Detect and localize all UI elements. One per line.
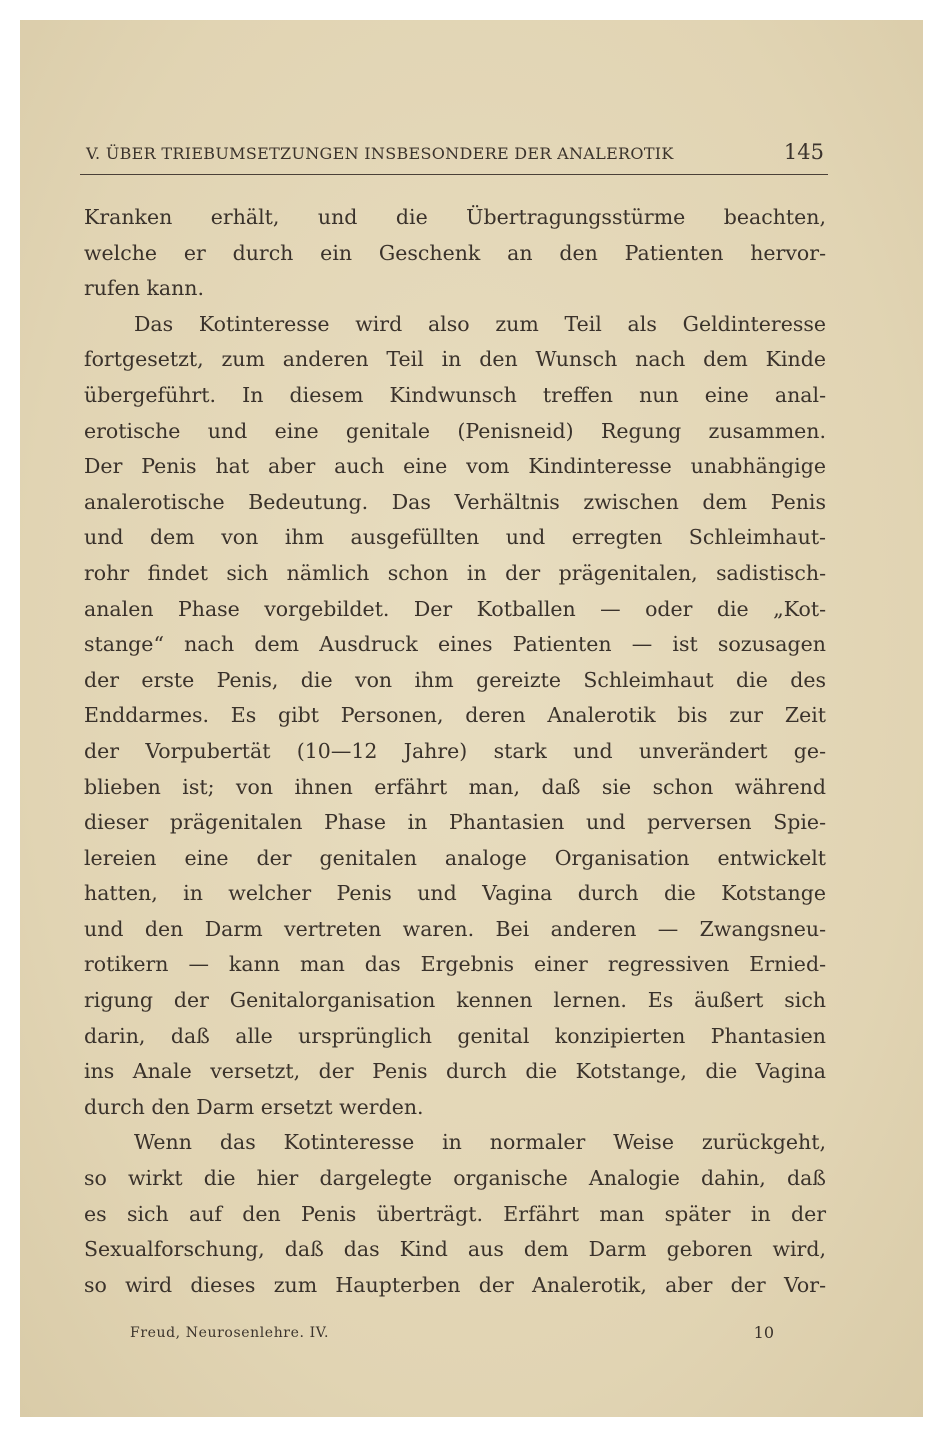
text-line: ins Anale versetzt, der Penis durch die Kotstange, die Vagina bbox=[84, 1059, 826, 1084]
text-line: es sich auf den Penis überträgt. Erfährt man später in der bbox=[84, 1201, 826, 1226]
body-text bbox=[84, 200, 826, 1303]
text-line: analen Phase vorgebildet. Der Kotballen — oder die „Kot- bbox=[84, 596, 826, 621]
text-line: darin, daß alle ursprünglich genital konzipierten Phantasien bbox=[84, 1023, 826, 1048]
text-line: Der Penis hat aber auch eine vom Kindinteresse unabhängige bbox=[84, 454, 826, 479]
text-line: welche er durch ein Geschenk an den Patienten hervor- bbox=[84, 240, 826, 265]
text-line: durch den Darm ersetzt werden. bbox=[84, 1094, 424, 1119]
text-line: rufen kann. bbox=[84, 276, 205, 301]
text-line: rotikern — kann man das Ergebnis einer regressiven Ernied- bbox=[84, 952, 826, 977]
text-line: rohr findet sich nämlich schon in der prägenitalen, sadistisch- bbox=[84, 560, 826, 585]
text-line: erotische und eine genitale (Penisneid) Regung zusammen. bbox=[84, 418, 826, 443]
text-line: lereien eine der genitalen analoge Organisation entwickelt bbox=[84, 845, 826, 870]
text-line: stange“ nach dem Ausdruck eines Patienten — ist sozusagen bbox=[84, 632, 826, 657]
text-line: dieser prägenitalen Phase in Phantasien und perversen Spie- bbox=[84, 810, 826, 835]
running-title: V. ÜBER TRIEBUMSETZUNGEN INSBESONDERE DER ANALEROTIK bbox=[86, 144, 674, 163]
text-line: und dem von ihm ausgefüllten und erregten Schleimhaut- bbox=[84, 525, 826, 550]
book-page bbox=[20, 20, 923, 1417]
text-line: Enddarmes. Es gibt Personen, deren Analerotik bis zur Zeit bbox=[84, 703, 826, 728]
text-line: blieben ist; von ihnen erfährt man, daß sie schon während bbox=[84, 774, 826, 799]
text-line: Sexualforschung, daß das Kind aus dem Darm geboren wird, bbox=[84, 1237, 826, 1262]
text-line: übergeführt. In diesem Kindwunsch treffen nun eine anal- bbox=[84, 382, 826, 407]
page-footer bbox=[130, 1325, 780, 1349]
text-line: Das Kotinteresse wird also zum Teil als Geldinteresse bbox=[134, 311, 826, 336]
sheet-number: 10 bbox=[753, 1323, 774, 1342]
page-number: 145 bbox=[783, 140, 824, 164]
text-line: fortgesetzt, zum anderen Teil in den Wunsch nach dem Kinde bbox=[84, 347, 826, 372]
text-line: so wirkt die hier dargelegte organische Analogie dahin, daß bbox=[84, 1166, 826, 1191]
text-line: Kranken erhält, und die Übertragungsstürme beachten, bbox=[84, 205, 826, 229]
text-line: hatten, in welcher Penis und Vagina durch die Kotstange bbox=[84, 881, 826, 906]
text-line: Wenn das Kotinteresse in normaler Weise zurückgeht, bbox=[134, 1130, 826, 1155]
text-line: der erste Penis, die von ihm gereizte Schleimhaut die des bbox=[84, 667, 826, 692]
running-header bbox=[80, 138, 828, 175]
text-line: und den Darm vertreten waren. Bei anderen — Zwangsneu- bbox=[84, 916, 826, 941]
text-line: rigung der Genitalorganisation kennen lernen. Es äußert sich bbox=[84, 988, 826, 1013]
footer-signature: Freud, Neurosenlehre. IV. bbox=[130, 1325, 330, 1341]
text-line: analerotische Bedeutung. Das Verhältnis zwischen dem Penis bbox=[84, 489, 826, 514]
text-line: so wird dieses zum Haupterben der Analerotik, aber der Vor- bbox=[84, 1272, 826, 1297]
text-line: der Vorpubertät (10—12 Jahre) stark und unverändert ge- bbox=[84, 738, 826, 763]
